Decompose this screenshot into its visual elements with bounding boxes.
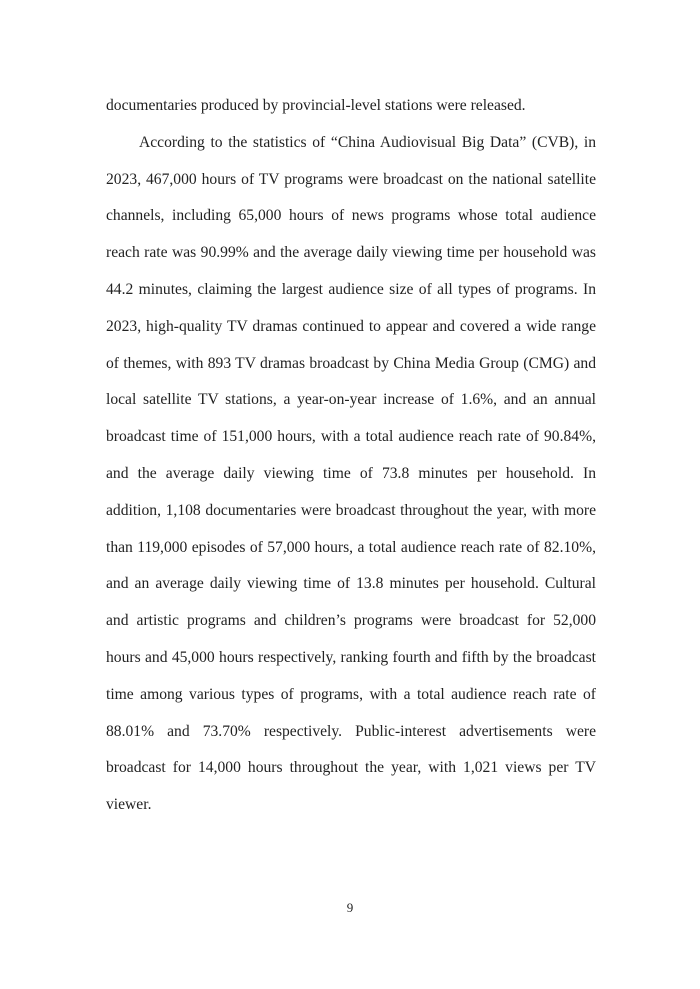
statistics-paragraph: According to the statistics of “China Audiovisual Big Data” (CVB), in 2023, 467,000 hours of TV programs were broadcast on the national satellite channels, including 65,000 hours of news programs whose total audience reach rate was 90.99% and the average daily viewing time per household was 44.2 minutes, claiming the largest audience size of all types of programs. In 2023, high-quality TV dramas continued to appear and covered a wide range of themes, with 893 TV dramas broadcast by China Media Group (CMG) and local satellite TV stations, a year-on-year increase of 1.6%, and an annual broadcast time of 151,000 hours, with a total audience reach rate of 90.84%, and the average daily viewing time of 73.8 minutes per household. In addition, 1,108 documentaries were broadcast throughout the year, with more than 119,000 episodes of 57,000 hours, a total audience reach rate of 82.10%, and an average daily viewing time of 13.8 minutes per household. Cultural and artistic programs and children’s programs were broadcast for 52,000 hours and 45,000 hours respectively, ranking fourth and fifth by the broadcast time among various types of programs, with a total audience reach rate of 88.01% and 73.70% respectively. Public-interest advertisements were broadcast for 14,000 hours throughout the year, with 1,021 views per TV viewer. <box>106 133 596 814</box>
document-body <box>106 88 596 824</box>
continued-paragraph: documentaries produced by provincial-level stations were released. <box>106 97 526 114</box>
page-number: 9 <box>346 900 354 915</box>
